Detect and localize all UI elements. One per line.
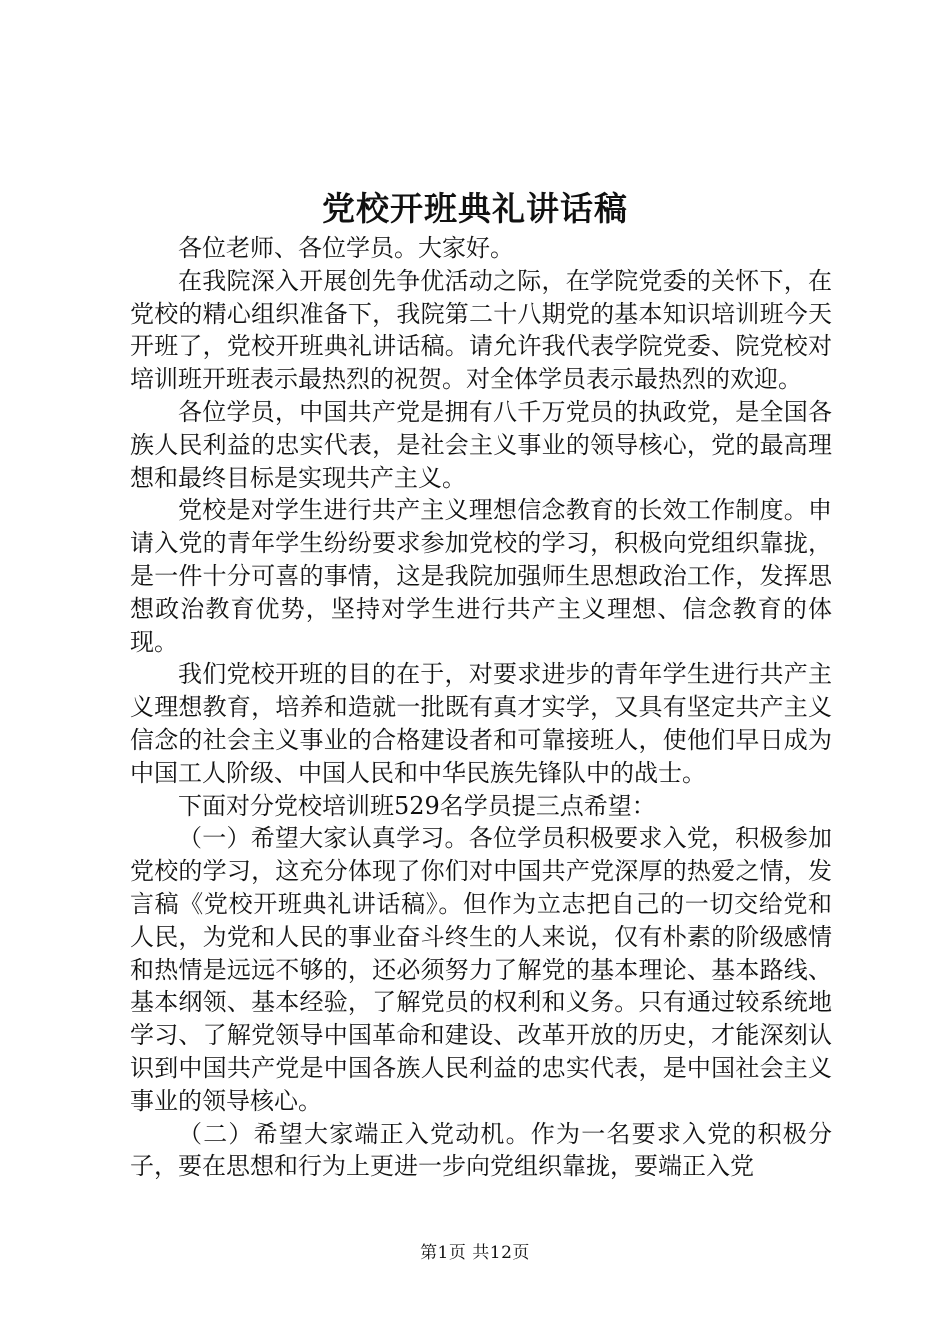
paragraph-party-intro: 各位学员，中国共产党是拥有八千万党员的执政党，是全国各族人民利益的忠实代表，是社会主义事业的领导核心，党的最高理想和最终目标是实现共产主义。	[130, 397, 832, 492]
paragraph-party-school: 党校是对学生进行共产主义理想信念教育的长效工作制度。申请入党的青年学生纷纷要求参加党校的学习，积极向党组织靠拢，是一件十分可喜的事情，这是我院加强师生思想政治工作，发挥思想政治教育优势，坚持对学生进行共产主义理想、信念教育的体现。	[130, 496, 832, 656]
paragraph-opening: 在我院深入开展创先争优活动之际，在学院党委的关怀下，在党校的精心组织准备下，我院第二十八期党的基本知识培训班今天开班了，党校开班典礼讲话稿。请允许我代表学院党委、院党校对培训班开班表示最热烈的祝贺。对全体学员表示最热烈的欢迎。	[130, 266, 832, 394]
paragraph-greeting: 各位老师、各位学员。大家好。	[178, 234, 514, 262]
document-body	[130, 232, 832, 1183]
page-number-footer: 第1页 共12页	[420, 1243, 530, 1263]
paragraph-hope-one: （一）希望大家认真学习。各位学员积极要求入党，积极参加党校的学习，这充分体现了你们对中国共产党深厚的热爱之情，发言稿《党校开班典礼讲话稿》。但作为立志把自己的一切交给党和人民，为党和人民的事业奋斗终生的人来说，仅有朴素的阶级感情和热情是远远不够的，还必须努力了解党的基本理论、基本路线、基本纲领、基本经验，了解党员的权利和义务。只有通过较系统地学习、了解党领导中国革命和建设、改革开放的历史，才能深刻认识到中国共产党是中国各族人民利益的忠实代表，是中国社会主义事业的领导核心。	[130, 824, 832, 1115]
paragraph-three-hopes: 下面对分党校培训班529名学员提三点希望：	[178, 791, 656, 820]
document-title: 党校开班典礼讲话稿	[322, 189, 628, 228]
paragraph-purpose: 我们党校开班的目的在于，对要求进步的青年学生进行共产主义理想教育，培养和造就一批既有真才实学，又具有坚定共产主义信念的社会主义事业的合格建设者和可靠接班人，使他们早日成为中国工人阶级、中国人民和中华民族先锋队中的战士。	[130, 660, 832, 787]
paragraph-hope-two: （二）希望大家端正入党动机。作为一名要求入党的积极分子，要在思想和行为上更进一步向党组织靠拢，要端正入党	[130, 1119, 832, 1181]
